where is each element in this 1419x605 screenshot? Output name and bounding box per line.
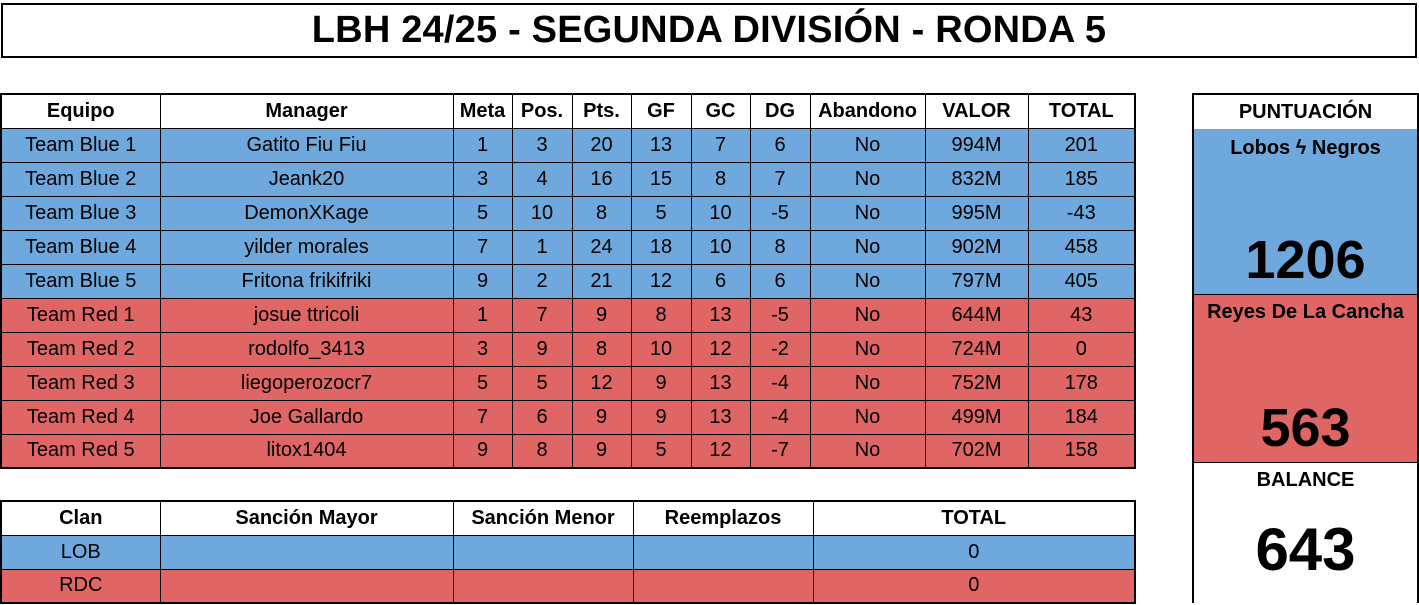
table-cell: -7 (750, 434, 810, 468)
table-cell: josue ttricoli (160, 298, 453, 332)
table-cell: 8 (572, 196, 631, 230)
table-cell: 5 (631, 196, 691, 230)
table-cell (633, 535, 813, 569)
table-cell: rodolfo_3413 (160, 332, 453, 366)
table-cell: 10 (691, 196, 750, 230)
score-panel (1192, 93, 1419, 603)
column-header: DG (750, 94, 810, 128)
clan-row (1, 535, 1135, 569)
table-cell: 499M (925, 400, 1028, 434)
team-row (1, 434, 1135, 468)
table-cell: 178 (1028, 366, 1135, 400)
table-cell: Fritona frikifriki (160, 264, 453, 298)
table-cell: 12 (572, 366, 631, 400)
table-cell: 12 (691, 434, 750, 468)
table-cell: 4 (512, 162, 572, 196)
column-header: Abandono (810, 94, 925, 128)
table-cell: 644M (925, 298, 1028, 332)
table-cell: 995M (925, 196, 1028, 230)
table-cell: 21 (572, 264, 631, 298)
table-cell: No (810, 434, 925, 468)
table-cell: Team Red 2 (1, 332, 160, 366)
column-header: Pts. (572, 94, 631, 128)
table-cell: Gatito Fiu Fiu (160, 128, 453, 162)
table-cell: 3 (512, 128, 572, 162)
column-header: Equipo (1, 94, 160, 128)
team-row (1, 196, 1135, 230)
standings-table (0, 93, 1136, 469)
table-cell: 13 (691, 400, 750, 434)
column-header: Meta (453, 94, 512, 128)
table-cell: 201 (1028, 128, 1135, 162)
table-cell: 724M (925, 332, 1028, 366)
table-cell: 902M (925, 230, 1028, 264)
table-cell: -4 (750, 366, 810, 400)
table-cell: RDC (1, 569, 160, 603)
table-cell: Joe Gallardo (160, 400, 453, 434)
table-cell: 10 (512, 196, 572, 230)
table-cell: 797M (925, 264, 1028, 298)
table-cell (160, 569, 453, 603)
column-header: Sanción Menor (453, 501, 633, 535)
column-header: Clan (1, 501, 160, 535)
table-cell: No (810, 128, 925, 162)
table-cell (633, 569, 813, 603)
column-header: GF (631, 94, 691, 128)
table-cell: Team Red 5 (1, 434, 160, 468)
table-cell: 12 (691, 332, 750, 366)
table-cell: No (810, 230, 925, 264)
table-cell: -2 (750, 332, 810, 366)
team-row (1, 332, 1135, 366)
table-cell: No (810, 162, 925, 196)
table-cell: No (810, 400, 925, 434)
balance-label: BALANCE (1256, 469, 1355, 491)
table-cell: 0 (1028, 332, 1135, 366)
table-cell: -5 (750, 196, 810, 230)
table-cell: 9 (631, 400, 691, 434)
table-cell: 9 (453, 264, 512, 298)
table-cell: Team Blue 3 (1, 196, 160, 230)
table-cell: DemonXKage (160, 196, 453, 230)
table-cell: No (810, 196, 925, 230)
table-cell: liegoperozocr7 (160, 366, 453, 400)
table-cell: 3 (453, 162, 512, 196)
table-cell: 752M (925, 366, 1028, 400)
blue-clan-name: Lobos ϟ Negros (1230, 137, 1381, 159)
team-row (1, 400, 1135, 434)
red-clan-name: Reyes De La Cancha (1207, 301, 1404, 323)
team-row (1, 264, 1135, 298)
team-row (1, 366, 1135, 400)
table-cell: 7 (691, 128, 750, 162)
table-cell: 7 (453, 400, 512, 434)
page-title: LBH 24/25 - SEGUNDA DIVISIÓN - RONDA 5 (1, 3, 1417, 58)
table-cell: 24 (572, 230, 631, 264)
table-cell: 8 (691, 162, 750, 196)
column-header: Reemplazos (633, 501, 813, 535)
table-cell: 12 (631, 264, 691, 298)
table-cell: No (810, 332, 925, 366)
table-cell: 2 (512, 264, 572, 298)
team-row (1, 298, 1135, 332)
table-cell: 9 (572, 400, 631, 434)
sanctions-table (0, 500, 1136, 604)
table-cell: 6 (512, 400, 572, 434)
table-cell: 20 (572, 128, 631, 162)
table-cell: -43 (1028, 196, 1135, 230)
table-cell: 13 (691, 366, 750, 400)
table-cell: 1 (512, 230, 572, 264)
table-cell: 15 (631, 162, 691, 196)
table-cell: yilder morales (160, 230, 453, 264)
balance-box (1194, 463, 1417, 603)
table-cell: 8 (631, 298, 691, 332)
table-cell: 9 (631, 366, 691, 400)
column-header: VALOR (925, 94, 1028, 128)
table-cell: 0 (813, 535, 1135, 569)
team-row (1, 162, 1135, 196)
table-cell: 3 (453, 332, 512, 366)
table-cell: 405 (1028, 264, 1135, 298)
table-cell: 16 (572, 162, 631, 196)
table-cell: 18 (631, 230, 691, 264)
table-cell: Team Red 1 (1, 298, 160, 332)
balance-value: 643 (1255, 516, 1356, 583)
table-cell: 832M (925, 162, 1028, 196)
table-cell: 9 (572, 298, 631, 332)
column-header: Sanción Mayor (160, 501, 453, 535)
table-cell: 0 (813, 569, 1135, 603)
table-cell: Team Red 3 (1, 366, 160, 400)
table-cell: 5 (512, 366, 572, 400)
table-cell (453, 535, 633, 569)
table-cell: 10 (691, 230, 750, 264)
table-cell: 9 (512, 332, 572, 366)
table-cell: 184 (1028, 400, 1135, 434)
table-cell (453, 569, 633, 603)
table-cell: 7 (453, 230, 512, 264)
table-cell: No (810, 298, 925, 332)
table-cell: 6 (750, 264, 810, 298)
table-cell: 994M (925, 128, 1028, 162)
table-cell: 8 (750, 230, 810, 264)
table-cell: 6 (691, 264, 750, 298)
table-cell: -4 (750, 400, 810, 434)
table-cell: 158 (1028, 434, 1135, 468)
table-cell: No (810, 366, 925, 400)
table-cell: 9 (572, 434, 631, 468)
team-row (1, 128, 1135, 162)
column-header: GC (691, 94, 750, 128)
table-cell: 1 (453, 128, 512, 162)
red-clan-score: 563 (1260, 398, 1351, 458)
table-cell: 5 (631, 434, 691, 468)
table-cell: 13 (691, 298, 750, 332)
table-cell: LOB (1, 535, 160, 569)
table-cell: 458 (1028, 230, 1135, 264)
column-header: TOTAL (813, 501, 1135, 535)
table-cell: Jeank20 (160, 162, 453, 196)
table-cell (160, 535, 453, 569)
blue-clan-score-box (1194, 129, 1417, 295)
standings-header-row (1, 94, 1135, 128)
table-cell: 8 (572, 332, 631, 366)
table-cell: 702M (925, 434, 1028, 468)
table-cell: 7 (512, 298, 572, 332)
table-cell: -5 (750, 298, 810, 332)
team-row (1, 230, 1135, 264)
table-cell: 43 (1028, 298, 1135, 332)
table-cell: 7 (750, 162, 810, 196)
sanctions-header-row (1, 501, 1135, 535)
table-cell: 10 (631, 332, 691, 366)
table-cell: 6 (750, 128, 810, 162)
red-clan-score-box (1194, 295, 1417, 463)
table-cell: No (810, 264, 925, 298)
table-cell: 9 (453, 434, 512, 468)
table-cell: Team Blue 2 (1, 162, 160, 196)
column-header: TOTAL (1028, 94, 1135, 128)
table-cell: 8 (512, 434, 572, 468)
table-cell: Team Red 4 (1, 400, 160, 434)
table-cell: 1 (453, 298, 512, 332)
table-cell: Team Blue 1 (1, 128, 160, 162)
column-header: Pos. (512, 94, 572, 128)
table-cell: 13 (631, 128, 691, 162)
table-cell: 5 (453, 196, 512, 230)
clan-row (1, 569, 1135, 603)
score-panel-header: PUNTUACIÓN (1194, 95, 1417, 130)
table-cell: 5 (453, 366, 512, 400)
blue-clan-score: 1206 (1245, 230, 1366, 290)
table-cell: litox1404 (160, 434, 453, 468)
column-header: Manager (160, 94, 453, 128)
table-cell: Team Blue 4 (1, 230, 160, 264)
table-cell: 185 (1028, 162, 1135, 196)
table-cell: Team Blue 5 (1, 264, 160, 298)
